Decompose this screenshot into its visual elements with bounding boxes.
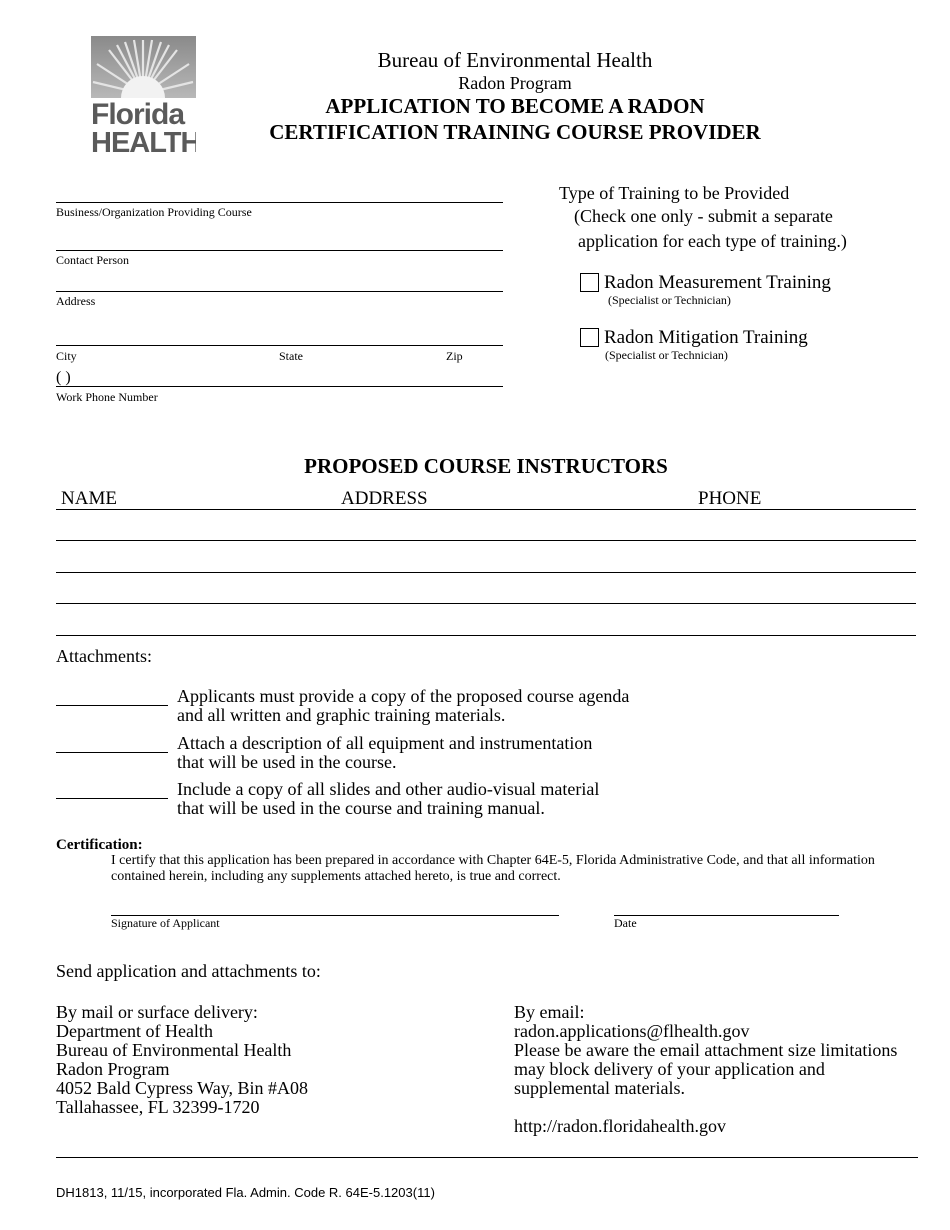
mail-line: Bureau of Environmental Health <box>56 1040 292 1060</box>
attachment-1-check-input[interactable] <box>58 688 164 704</box>
address-label: Address <box>56 294 96 308</box>
email-note-line: supplemental materials. <box>514 1078 685 1098</box>
mitigation-training-checkbox[interactable] <box>580 328 599 347</box>
training-type-note-2: application for each type of training.) <box>578 231 847 251</box>
address-line <box>56 291 503 292</box>
send-heading: Send application and attachments to: <box>56 961 321 981</box>
training-type-note-1: (Check one only - submit a separate <box>574 206 833 226</box>
attachment-1-line <box>56 705 168 706</box>
mail-line: Tallahassee, FL 32399-1720 <box>56 1097 260 1117</box>
logo-text-florida: Florida <box>91 98 185 131</box>
email-note-line: may block delivery of your application and <box>514 1059 825 1079</box>
certification-title: Certification: <box>56 837 143 853</box>
attachment-3-line2: that will be used in the course and training manual. <box>177 798 545 818</box>
zip-label: Zip <box>446 349 463 363</box>
attachments-title: Attachments: <box>56 646 152 666</box>
email-note-line: Please be aware the email attachment size limitations <box>514 1040 898 1060</box>
measurement-training-sub: (Specialist or Technician) <box>608 293 731 307</box>
certification-text: I certify that this application has been prepared in accordance with Chapter 64E-5, Florida Administrative Code, and that all information contained herein, including any supplements attached hereto, is true and correct. <box>111 853 875 884</box>
date-label: Date <box>614 916 637 930</box>
email-block <box>514 1003 897 1136</box>
contact-line <box>56 250 503 251</box>
instructors-heading: PROPOSED COURSE INSTRUCTORS <box>304 454 668 478</box>
city-label: City <box>56 349 77 363</box>
mitigation-training-sub: (Specialist or Technician) <box>605 348 728 362</box>
instructors-header-line <box>56 509 916 510</box>
mail-line: By mail or surface delivery: <box>56 1002 258 1022</box>
contact-label: Contact Person <box>56 253 129 267</box>
form-number-footer: DH1813, 11/15, incorporated Fla. Admin. Code R. 64E-5.1203(11) <box>56 1185 435 1200</box>
florida-health-logo-icon <box>91 36 196 154</box>
mail-line: Department of Health <box>56 1021 213 1041</box>
work-phone-line <box>56 386 503 387</box>
attachment-1-line2: and all written and graphic training materials. <box>177 705 506 725</box>
address-input[interactable] <box>58 273 498 289</box>
signature-input[interactable] <box>113 897 553 913</box>
form-title-line1: APPLICATION TO BECOME A RADON <box>325 94 705 118</box>
mail-address-block <box>56 1003 308 1117</box>
instructor-row-line <box>56 572 916 573</box>
business-label: Business/Organization Providing Course <box>56 205 252 219</box>
measurement-training-checkbox[interactable] <box>580 273 599 292</box>
florida-health-logo <box>91 36 196 154</box>
training-type-title: Type of Training to be Provided <box>559 183 790 203</box>
header-bureau: Bureau of Environmental Health <box>377 48 653 72</box>
instructor-row-1-input[interactable] <box>60 521 910 537</box>
instructor-row-line <box>56 603 916 604</box>
attachment-2-line2: that will be used in the course. <box>177 752 397 772</box>
instructor-row-2-input[interactable] <box>60 552 910 568</box>
phone-area-code: ( ) <box>56 369 71 386</box>
date-line <box>614 915 839 916</box>
attachment-2-check-input[interactable] <box>58 735 164 751</box>
city-state-zip-line <box>56 345 503 346</box>
state-label: State <box>279 349 303 363</box>
work-phone-label: Work Phone Number <box>56 390 158 404</box>
attachment-3-line1: Include a copy of all slides and other audio-visual material <box>177 779 600 799</box>
instructor-row-3-input[interactable] <box>60 584 910 600</box>
email-title: By email: <box>514 1002 585 1022</box>
contact-input[interactable] <box>58 232 498 248</box>
attachment-3-text <box>177 780 599 818</box>
work-phone-input[interactable] <box>126 369 496 385</box>
column-address: ADDRESS <box>341 488 428 509</box>
column-phone: PHONE <box>698 488 762 509</box>
business-line <box>56 202 503 203</box>
instructor-row-line <box>56 540 916 541</box>
header-program: Radon Program <box>458 73 572 93</box>
mail-line: 4052 Bald Cypress Way, Bin #A08 <box>56 1078 309 1098</box>
attachment-1-text <box>177 687 629 725</box>
footer-rule <box>56 1157 918 1158</box>
form-title-line2: CERTIFICATION TRAINING COURSE PROVIDER <box>269 120 761 144</box>
mail-line: Radon Program <box>56 1059 170 1079</box>
column-name: NAME <box>61 488 117 509</box>
logo-text-health: HEALTH <box>91 127 196 154</box>
measurement-training-label: Radon Measurement Training <box>604 272 831 293</box>
date-input[interactable] <box>616 897 834 913</box>
website-link[interactable]: http://radon.floridahealth.gov <box>514 1116 726 1136</box>
attachment-2-text <box>177 734 592 772</box>
email-address-link[interactable]: radon.applications@flhealth.gov <box>514 1021 750 1041</box>
attachment-3-check-input[interactable] <box>58 781 164 797</box>
instructor-row-4-input[interactable] <box>60 615 910 631</box>
attachment-2-line <box>56 752 168 753</box>
instructor-row-line <box>56 635 916 636</box>
attachment-1-line1: Applicants must provide a copy of the proposed course agenda <box>177 686 630 706</box>
business-input[interactable] <box>58 185 498 201</box>
signature-label: Signature of Applicant <box>111 916 220 930</box>
attachment-3-line <box>56 798 168 799</box>
mitigation-training-label: Radon Mitigation Training <box>604 327 808 348</box>
city-state-zip-input[interactable] <box>58 327 498 343</box>
attachment-2-line1: Attach a description of all equipment and instrumentation <box>177 733 593 753</box>
